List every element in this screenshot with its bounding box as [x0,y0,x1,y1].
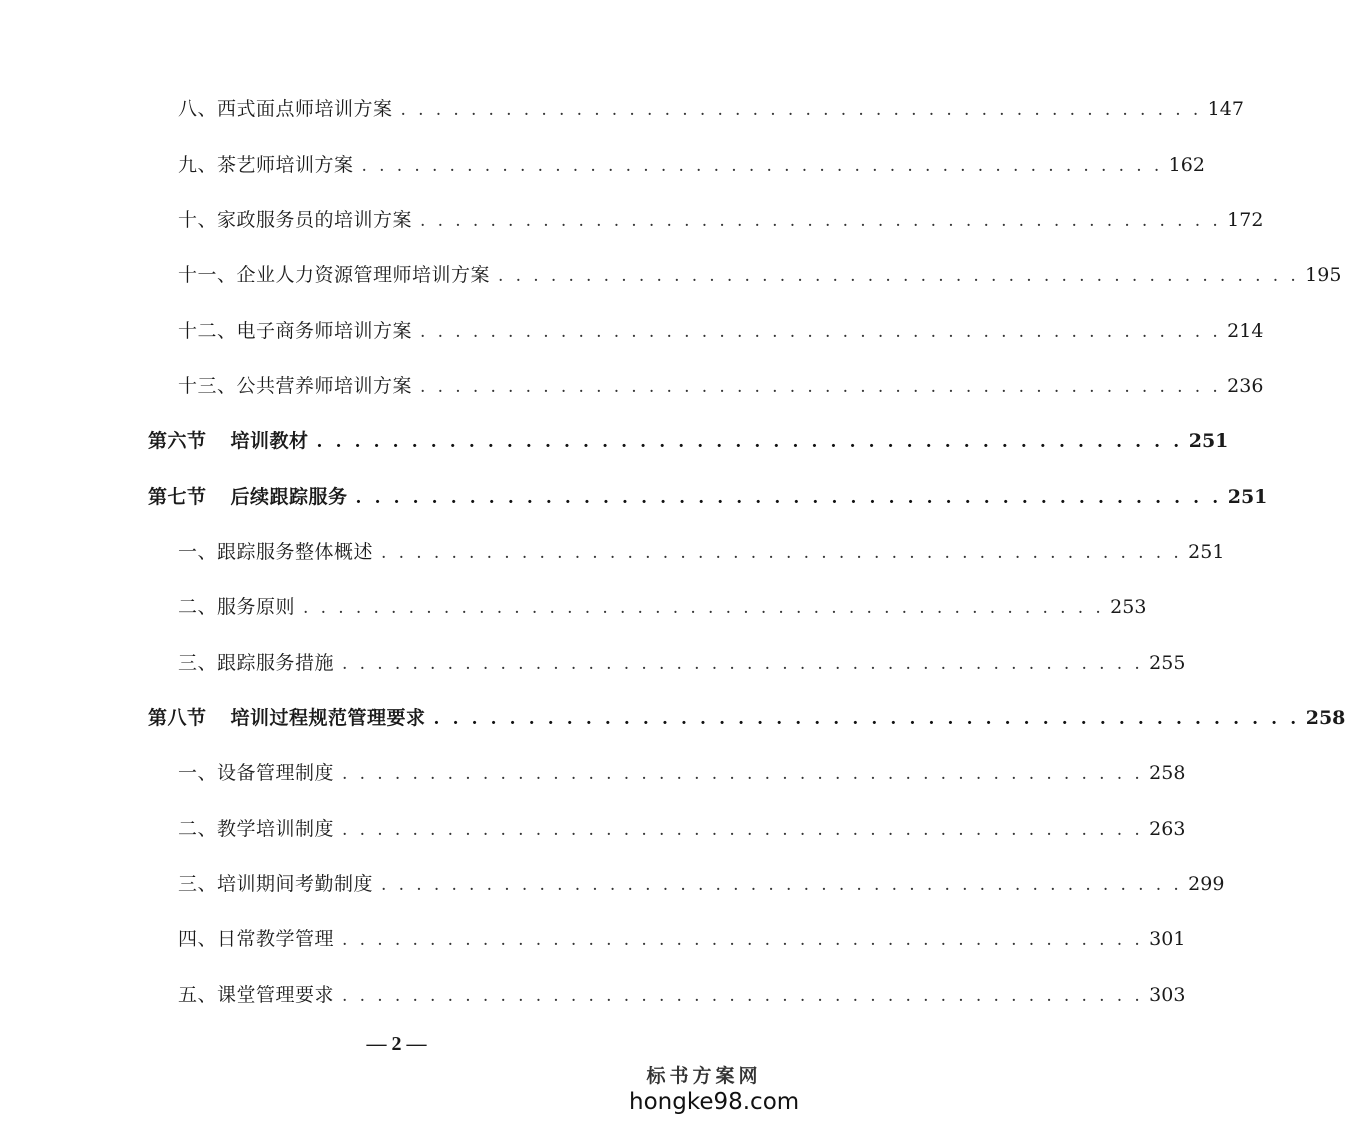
toc-entry[interactable] [178,648,1186,678]
toc-section-entry[interactable] [148,426,1229,456]
dot-leader: . . . . . . . . . . . . . . . . . . . . . . . . . . . . . . . . . . . . . . . . . . . . . . [342,764,1144,784]
toc-entry-page: 301 [1149,928,1186,950]
toc-entry-label: 十、家政服务员的培训方案 [178,209,413,231]
dot-leader: . . . . . . . . . . . . . . . . . . . . . . . . . . . . . . . . . . . . . . . . . . . . . . [342,986,1144,1006]
toc-entry-page: 303 [1149,984,1186,1006]
toc-section-entry[interactable] [148,482,1268,512]
dot-leader: . . . . . . . . . . . . . . . . . . . . . . . . . . . . . . . . . . . . . . . . . . . . . . [433,709,1300,729]
toc-entry-page: 251 [1227,486,1268,508]
dot-leader: . . . . . . . . . . . . . . . . . . . . . . . . . . . . . . . . . . . . . . . . . . . . . . [420,322,1222,342]
dot-leader: . . . . . . . . . . . . . . . . . . . . . . . . . . . . . . . . . . . . . . . . . . . . . . [361,156,1163,176]
toc-entry[interactable] [178,205,1264,235]
dot-leader: . . . . . . . . . . . . . . . . . . . . . . . . . . . . . . . . . . . . . . . . . . . . . . [342,820,1144,840]
toc-entry-page: 299 [1188,873,1225,895]
toc-section-label [148,703,426,733]
toc-entry-label: 九、茶艺师培训方案 [178,154,354,176]
watermark-title: 标书方案网 [646,1065,762,1087]
toc-entry[interactable] [178,980,1186,1010]
toc-entry-label: 二、教学培训制度 [178,818,335,840]
toc-entry-page: 195 [1305,264,1342,286]
toc-entry-page: 172 [1227,209,1264,231]
toc-entry-page: 258 [1305,707,1345,729]
toc-entry-page: 214 [1227,320,1264,342]
toc-entry-label: 一、设备管理制度 [178,762,335,784]
toc-entry[interactable] [178,150,1205,180]
toc-entry[interactable] [178,316,1264,346]
watermark-url: hongke98.com [629,1089,800,1115]
toc-section-entry[interactable] [148,703,1345,733]
dot-leader: . . . . . . . . . . . . . . . . . . . . . . . . . . . . . . . . . . . . . . . . . . . . . . [342,930,1144,950]
dot-leader: . . . . . . . . . . . . . . . . . . . . . . . . . . . . . . . . . . . . . . . . . . . . . . [303,598,1105,618]
toc-entry[interactable] [178,758,1186,788]
toc-entry-label: 三、跟踪服务措施 [178,652,335,674]
toc-entry-page: 253 [1110,596,1147,618]
toc-entry-page: 147 [1207,98,1244,120]
dot-leader: . . . . . . . . . . . . . . . . . . . . . . . . . . . . . . . . . . . . . . . . . . . . . . [355,488,1222,508]
toc-entry-label: 一、跟踪服务整体概述 [178,541,374,563]
toc-entry[interactable] [178,260,1342,290]
page-number: — 2 — [366,1033,427,1055]
section-number: 第七节 [148,486,207,508]
section-title: 培训教材 [230,430,309,452]
dot-leader: . . . . . . . . . . . . . . . . . . . . . . . . . . . . . . . . . . . . . . . . . . . . . . [316,432,1183,452]
dot-leader: . . . . . . . . . . . . . . . . . . . . . . . . . . . . . . . . . . . . . . . . . . . . . . [420,377,1222,397]
toc-section-label [148,426,309,456]
dot-leader: . . . . . . . . . . . . . . . . . . . . . . . . . . . . . . . . . . . . . . . . . . . . . . [420,211,1222,231]
section-title: 培训过程规范管理要求 [230,707,426,729]
toc-entry-label: 十三、公共营养师培训方案 [178,375,413,397]
toc-entry-page: 251 [1188,541,1225,563]
toc-entry[interactable] [178,814,1186,844]
toc-entry-label: 十二、电子商务师培训方案 [178,320,413,342]
toc-entry-page: 251 [1188,430,1229,452]
toc-entry-label: 五、课堂管理要求 [178,984,335,1006]
toc-entry-label: 四、日常教学管理 [178,928,335,950]
toc-entry[interactable] [178,537,1225,567]
toc-entry-page: 162 [1168,154,1205,176]
dot-leader: . . . . . . . . . . . . . . . . . . . . . . . . . . . . . . . . . . . . . . . . . . . . . . [498,266,1300,286]
toc-entry-page: 263 [1149,818,1186,840]
dot-leader: . . . . . . . . . . . . . . . . . . . . . . . . . . . . . . . . . . . . . . . . . . . . . . [400,100,1202,120]
toc-entry[interactable] [178,924,1186,954]
section-number: 第六节 [148,430,207,452]
toc-entry[interactable] [178,869,1225,899]
section-title: 后续跟踪服务 [230,486,348,508]
toc-entry[interactable] [178,94,1244,124]
toc-entry-label: 二、服务原则 [178,596,296,618]
dot-leader: . . . . . . . . . . . . . . . . . . . . . . . . . . . . . . . . . . . . . . . . . . . . . . [381,875,1183,895]
section-number: 第八节 [148,707,207,729]
toc-entry-page: 236 [1227,375,1264,397]
toc-entry-page: 258 [1149,762,1186,784]
toc-section-label [148,482,348,512]
toc-entry-label: 十一、企业人力资源管理师培训方案 [178,264,491,286]
dot-leader: . . . . . . . . . . . . . . . . . . . . . . . . . . . . . . . . . . . . . . . . . . . . . . [381,543,1183,563]
toc-entry-label: 八、西式面点师培训方案 [178,98,393,120]
watermark [629,1064,800,1116]
toc-entry-page: 255 [1149,652,1186,674]
toc-entry[interactable] [178,371,1264,401]
toc-entry[interactable] [178,592,1147,622]
toc-entry-label: 三、培训期间考勤制度 [178,873,374,895]
dot-leader: . . . . . . . . . . . . . . . . . . . . . . . . . . . . . . . . . . . . . . . . . . . . . . [342,654,1144,674]
